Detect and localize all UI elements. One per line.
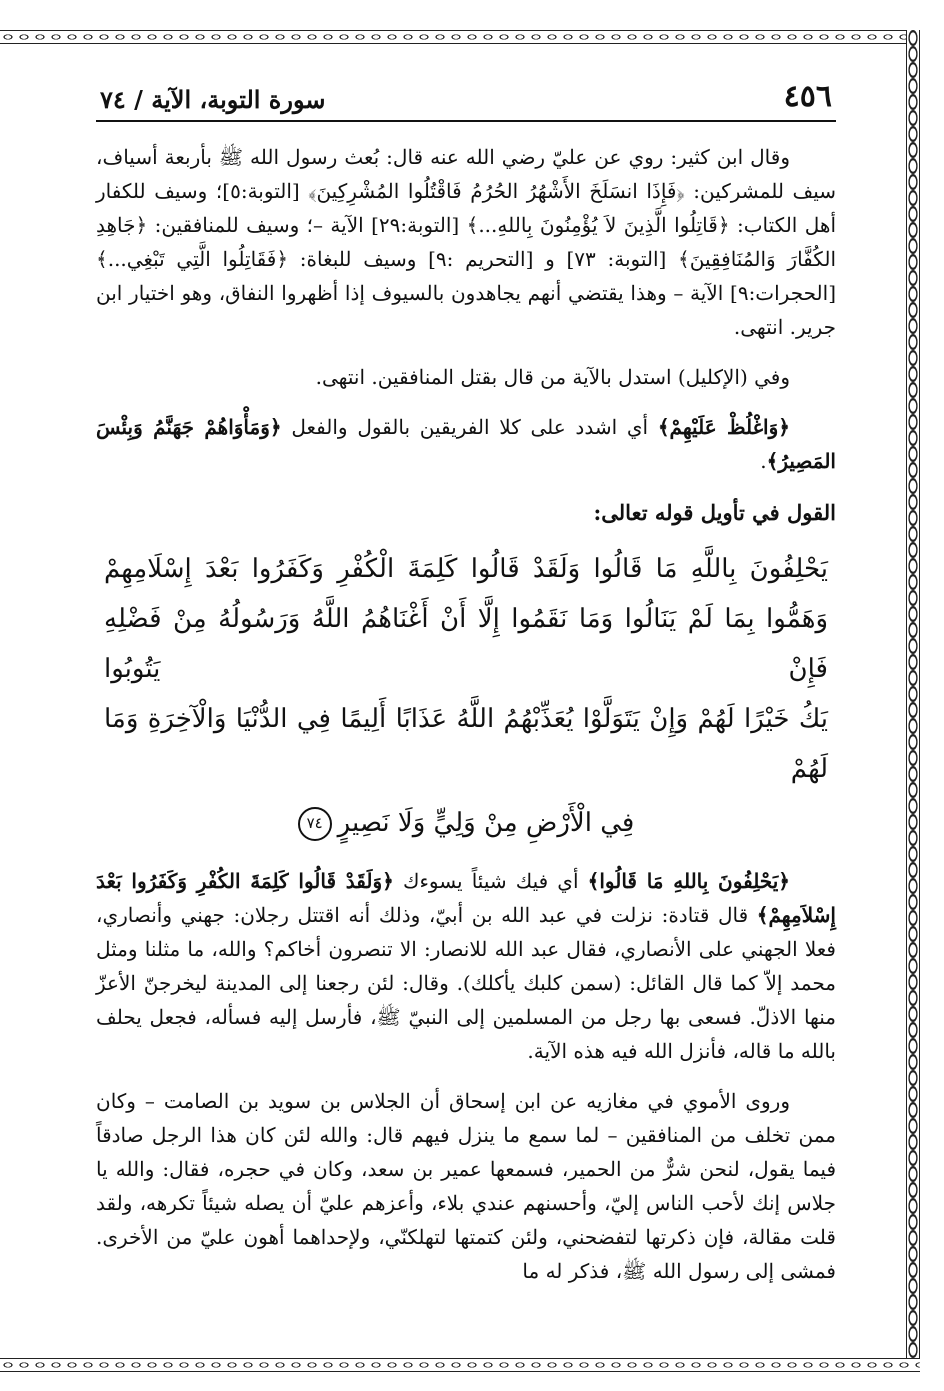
right-chain-border — [906, 30, 920, 1372]
quran-quote: ﴿وَاغْلُظْ عَلَيْهِمْ﴾ — [657, 415, 790, 439]
top-chain-border — [0, 30, 920, 44]
verse-line: فِي الْأَرْضِ مِنْ وَلِيٍّ وَلَا نَصِيرٍ — [337, 808, 635, 838]
commentary-text: . — [760, 449, 767, 473]
ayah-number-marker: ٧٤ — [298, 807, 332, 841]
quran-verse-block — [104, 544, 828, 848]
verse-line: يَحْلِفُونَ بِاللَّهِ مَا قَالُوا وَلَقَدْ قَالُوا كَلِمَةَ الْكُفْرِ وَكَفَرُوا بَعْدَ إِسْلَامِهِمْ — [104, 554, 828, 584]
bottom-chain-border — [0, 1358, 920, 1372]
commentary-text: أي اشدد على كلا الفريقين بالقول والفعل — [281, 415, 658, 439]
quran-quote: ﴿وَمَأْوَاهُمْ جَهَنَّمُ وَبِئْسَ المَصِيرُ﴾ — [96, 415, 836, 473]
quran-quote: ﴿وَلَقَدْ قَالُوا كَلِمَةَ الكُفْرِ وَكَفَرُوا بَعْدَ إِسْلاَمِهِمْ﴾ — [96, 869, 836, 927]
paragraph-umawi: وروى الأموي في مغازيه عن ابن إسحاق أن الجلاس بن سويد بن الصامت – وكان ممن تخلف من المنافقين – لما سمع ما ينزل فيهم قال: والله لئن كان هذا الرجل صادقاً فيما يقول، لنحن شرٌّ من الحمير، فسمعها عمير بن سعد، وكان في حجره، فقال: والله يا جلاس إنك لأحب الناس إليّ، وأحسنهم عندي بلاء، وأعزهم عليّ أن يصله شيئاً تكرهه، ولقد قلت مقالة، فإن ذكرتها لتفضحني، ولئن كتمتها لتهلكنّي، ولإحداهما أهون عليّ من الأخرى. فمشى إلى رسول الله ﷺ، فذكر له ما — [96, 1089, 836, 1283]
commentary-text: قال قتادة: نزلت في عبد الله بن أبيّ، وذلك أنه اقتتل رجلان: جهني وأنصاري، فعلا الجهني على الأنصاري، فقال عبد الله للانصار: الا تنصرون أخاكم؟ والله، ما مثلنا ومثل محمد إلاّ كما قال القائل: (سمن كلبك يأكلك). وقال: لئن رجعنا إلى المدينة ليخرجنّ الأعزّ منها الاذلّ. فسعى بها رجل من المسلمين إلى النبيّ ﷺ، فأرسل إليه فسأله، فجعل يحلف بالله ما قاله، فأنزل الله فيه هذه الآية. — [96, 903, 836, 1063]
quran-quote: ﴿يَحْلِفُونَ بِاللهِ مَا قَالُوا﴾ — [587, 869, 791, 893]
paragraph-iklil: وفي (الإكليل) استدل بالآية من قال بقتل المنافقين. انتهى. — [315, 365, 790, 389]
verse-line-final — [104, 798, 828, 848]
page-body — [96, 122, 836, 1288]
page-number: ٤٥٦ — [783, 79, 832, 114]
running-title: سورة التوبة، الآية / ٧٤ — [100, 85, 326, 114]
paragraph-yahlifun — [96, 864, 836, 1068]
paragraph-ighluz — [96, 410, 836, 478]
book-page — [96, 70, 836, 1288]
verse-line: يَكُ خَيْرًا لَهُمْ وَإِنْ يَتَوَلَّوْا يُعَذِّبْهُمُ اللَّهُ عَذَابًا أَلِيمًا فِي الدُّنْيَا وَالْآخِرَةِ وَمَا لَهُمْ — [104, 704, 828, 784]
section-heading: القول في تأويل قوله تعالى: — [593, 500, 836, 525]
paragraph-ibn-kathir: وقال ابن كثير: روي عن عليّ رضي الله عنه قال: بُعث رسول الله ﷺ بأربعة أسياف، سيف للمشركين: ﴿فَإِذَا انسَلَخَ الأَشْهُرُ الحُرُمُ فَاقْتُلُوا المُشْرِكِينَ﴾ [التوبة:٥]؛ وسيف للكفار أهل الكتاب: ﴿قَاتِلُوا الَّذِينَ لاَ يُؤْمِنُونَ بِاللهِ...﴾ [التوبة:٢٩] الآية –؛ وسيف للمنافقين: ﴿جَاهِدِ الكُفَّارَ وَالمُنَافِقِينَ﴾ [التوبة: ٧٣] و [التحريم :٩] وسيف للبغاة: ﴿فَقَاتِلُوا الَّتِي تَبْغِي...﴾ [الحجرات:٩] الآية – وهذا يقتضي أنهم يجاهدون بالسيوف إذا أظهروا النفاق، وهو اختيار ابن جرير. انتهى. — [96, 145, 836, 339]
page-header — [96, 70, 836, 122]
commentary-text: أي فيك شيئاً يسوءك — [393, 869, 588, 893]
verse-line: وَهَمُّوا بِمَا لَمْ يَنَالُوا وَمَا نَقَمُوا إِلَّا أَنْ أَغْنَاهُمُ اللَّهُ وَرَسُولُهُ مِنْ فَضْلِهِ فَإِنْ يَتُوبُوا — [104, 604, 828, 684]
